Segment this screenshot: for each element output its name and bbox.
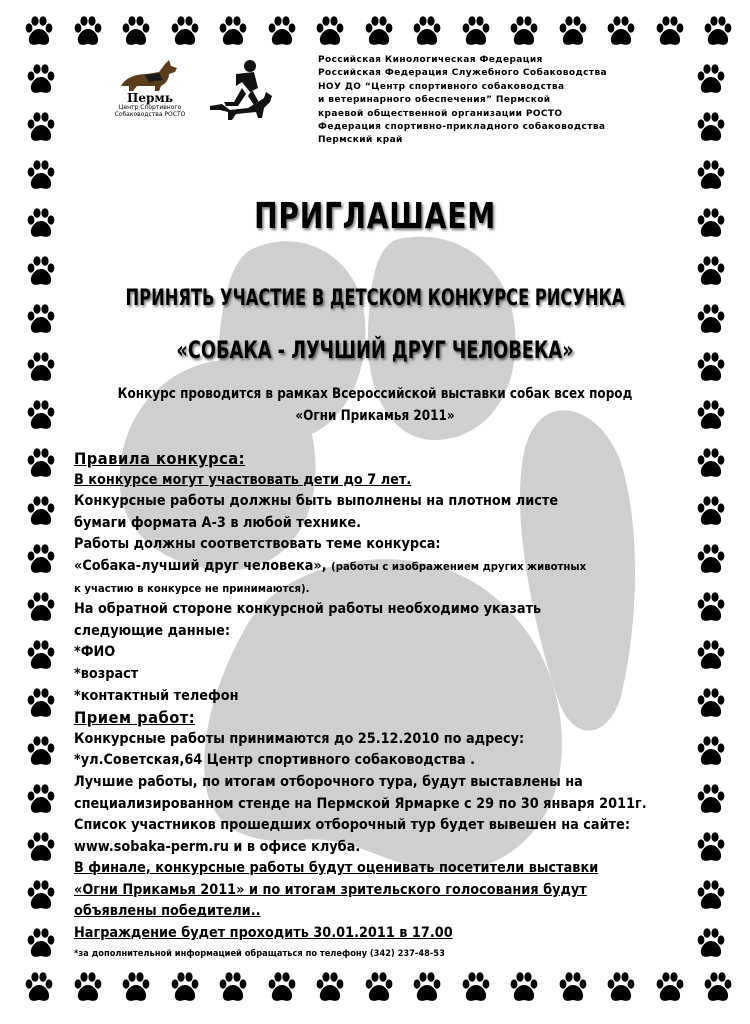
rules-line: *возраст (74, 665, 139, 682)
org-line: НОУ ДО “Центр спортивного собаководства (318, 81, 565, 92)
paw-print-icon (26, 448, 56, 480)
paw-print-icon (412, 972, 442, 1004)
paw-print-icon (26, 928, 56, 960)
rules-line: Работы должны соответствовать теме конкурса: (74, 536, 441, 553)
theme-name: «Собака-лучший друг человека», (74, 557, 327, 574)
rules-line (74, 556, 663, 578)
shepherd-dog-icon (115, 58, 185, 92)
subtitle-line-1: ПРИНЯТЬ УЧАСТИЕ В ДЕТСКОМ КОНКУРСЕ РИСУНКА (125, 286, 625, 311)
organizations-list (318, 54, 678, 148)
paw-print-icon (703, 16, 733, 48)
paw-print-icon (26, 640, 56, 672)
logo-subtitle-2: Собаководства РОСТО (114, 111, 186, 118)
paw-print-icon (26, 64, 56, 96)
paw-print-icon (558, 972, 588, 1004)
paw-print-icon (696, 304, 726, 336)
paw-print-icon (26, 688, 56, 720)
paw-print-icon (696, 352, 726, 384)
paw-print-icon (170, 972, 200, 1004)
paw-print-icon (26, 112, 56, 144)
paw-print-icon (461, 972, 491, 1004)
logo-city: Пермь (127, 91, 173, 105)
intake-heading: Прием работ: (74, 708, 196, 728)
running-handler-dog-logo (206, 58, 278, 124)
contest-details (74, 448, 714, 963)
intake-line: Награждение будет проходить 30.01.2011 в 17.00 (74, 925, 453, 942)
rules-line: к участию в конкурсе не принимаются). (74, 581, 310, 595)
org-line: Российская Федерация Служебного Собаководства (318, 68, 608, 79)
paw-print-icon (26, 736, 56, 768)
logo-subtitle-1: Центр Спортивного (118, 104, 182, 111)
paw-print-icon (696, 256, 726, 288)
paw-print-icon (267, 16, 297, 48)
paw-print-icon (315, 972, 345, 1004)
paw-print-icon (26, 832, 56, 864)
rules-line: На обратной стороне конкурсной работы необходимо указать (74, 601, 542, 618)
paw-print-icon (26, 400, 56, 432)
rules-line: бумаги формата А-3 в любой технике. (74, 514, 362, 531)
perm-center-logo (108, 58, 192, 118)
paw-print-icon (26, 160, 56, 192)
paw-print-icon (26, 592, 56, 624)
org-line: Российская Кинологическая Федерация (318, 55, 543, 65)
paw-print-icon (267, 972, 297, 1004)
footnote: *за дополнительной информацией обращаться по телефону (342) 237-48-53 (74, 948, 445, 959)
intake-line: объявлены победители.. (74, 903, 261, 920)
paw-print-icon (218, 16, 248, 48)
intro-line-1: Конкурс проводится в рамках Всероссийской выставки собак всех пород (117, 386, 633, 402)
paw-print-icon (412, 16, 442, 48)
paw-print-icon (24, 16, 54, 48)
paw-print-icon (696, 160, 726, 192)
main-title: ПРИГЛАШАЕМ (254, 196, 496, 237)
paw-print-icon (558, 16, 588, 48)
paw-print-icon (26, 304, 56, 336)
intro-line-2: «Огни Прикамья 2011» (295, 408, 455, 424)
paw-print-icon (218, 972, 248, 1004)
paw-print-icon (24, 972, 54, 1004)
paw-print-icon (121, 16, 151, 48)
theme-note: (работы с изображением других животных (331, 559, 587, 573)
org-line: Федерация спортивно-прикладного собаководства (318, 122, 606, 133)
paw-print-icon (26, 256, 56, 288)
paw-print-icon (26, 208, 56, 240)
paw-print-icon (696, 400, 726, 432)
paw-print-icon (509, 972, 539, 1004)
intake-line: www.sobaka-perm.ru и в офисе клуба. (74, 838, 361, 855)
paw-print-icon (26, 496, 56, 528)
rules-line: *контактный телефон (74, 687, 239, 704)
org-line: и ветеринарного обеспечения” Пермской (318, 95, 551, 106)
paw-print-icon (461, 16, 491, 48)
intake-line: специализированном стенде на Пермской Ярмарке с 29 по 30 января 2011г. (74, 795, 647, 812)
intake-line: В финале, конкурсные работы будут оценивать посетители выставки (74, 860, 599, 877)
paw-print-icon (364, 16, 394, 48)
paw-print-icon (655, 16, 685, 48)
paw-print-icon (606, 972, 636, 1004)
rules-line: В конкурсе могут участвовать дети до 7 лет. (74, 471, 412, 488)
subtitle-line-2: «СОБАКА - ЛУЧШИЙ ДРУГ ЧЕЛОВЕКА» (176, 336, 574, 364)
paw-print-icon (655, 972, 685, 1004)
paw-print-icon (73, 972, 103, 1004)
org-line: краевой общественной организации РОСТО (318, 108, 563, 119)
paw-print-icon (509, 16, 539, 48)
intake-line: *ул.Советская,64 Центр спортивного собаководства . (74, 752, 476, 769)
org-line: Пермский край (318, 135, 403, 146)
intake-line: Список участников прошедших отборочный тур будет вывешен на сайте: (74, 817, 630, 834)
paw-print-icon (26, 784, 56, 816)
paw-print-icon (73, 16, 103, 48)
paw-print-icon (364, 972, 394, 1004)
rules-line: *ФИО (74, 644, 116, 661)
paw-print-icon (606, 16, 636, 48)
intake-line: Конкурсные работы принимаются до 25.12.2010 по адресу: (74, 730, 525, 747)
paw-print-icon (26, 880, 56, 912)
rules-line: Конкурсные работы должны быть выполнены на плотном листе (74, 493, 559, 510)
paw-print-icon (696, 112, 726, 144)
paw-print-icon (26, 544, 56, 576)
paw-print-icon (170, 16, 200, 48)
paw-print-icon (121, 972, 151, 1004)
rules-line: следующие данные: (74, 622, 231, 639)
paw-print-icon (696, 208, 726, 240)
intake-line: «Огни Прикамья 2011» и по итогам зрительского голосования будут (74, 881, 587, 898)
paw-print-icon (696, 64, 726, 96)
paw-print-icon (703, 972, 733, 1004)
paw-print-icon (315, 16, 345, 48)
rules-heading: Правила конкурса: (74, 449, 246, 468)
intake-line: Лучшие работы, по итогам отборочного тура, будут выставлены на (74, 773, 583, 790)
paw-print-icon (26, 352, 56, 384)
